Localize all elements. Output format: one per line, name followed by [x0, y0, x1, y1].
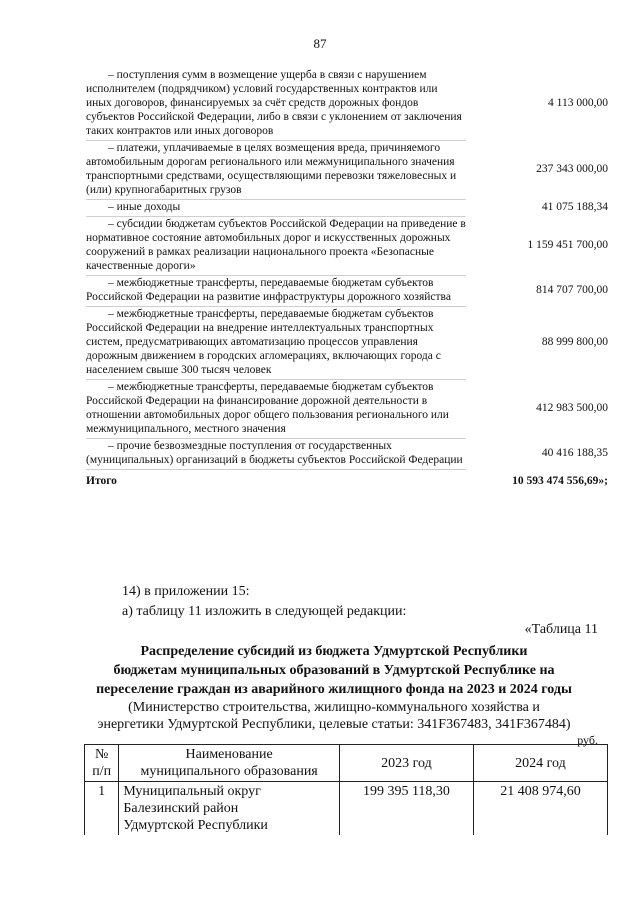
header-row: [85, 745, 608, 782]
row-number: 1: [85, 782, 119, 836]
total-label: Итого: [86, 475, 117, 487]
revenue-description: – поступления сумм в возмещение ущерба в связи с нарушением исполнителем (подрядчиком) условий государственных контрактов или иных договоров, финансируемых за счёт средств дорожных фондов субъектов Российской Федерации, либо в связи с уклонением от заключения таких контрактов или иных договоров: [86, 68, 466, 141]
revenue-description: – межбюджетные трансферты, передаваемые бюджетам субъектов Российской Федерации на внедрение интеллектуальных транспортных систем, предусматривающих автоматизацию процессов управления дорожным движением в городских агломерациях, включающих города с населением свыше 300 тысяч человек: [86, 307, 466, 380]
distribution-title: [64, 642, 604, 699]
revenue-amount: 88 999 800,00: [541, 336, 608, 348]
unit-label: руб.: [577, 733, 598, 747]
header-year-2024: 2024 год: [473, 745, 607, 782]
title-line: переселение граждан из аварийного жилищного фонда на 2023 и 2024 годы: [96, 682, 572, 697]
table-row: [86, 141, 608, 200]
distribution-subtitle: [64, 699, 604, 733]
table-row: [86, 307, 608, 380]
total-amount: 10 593 474 556,69»;: [512, 474, 608, 487]
revenue-amount: 237 343 000,00: [536, 163, 608, 175]
title-line: бюджетам муниципальных образований в Удмуртской Республике на: [113, 663, 555, 678]
amendment-item-a: а) таблицу 11 изложить в следующей редакции:: [122, 604, 407, 619]
revenue-amount: 412 983 500,00: [536, 402, 608, 414]
header-number: № п/п: [85, 745, 119, 782]
amount-2024: 21 408 974,60: [473, 782, 607, 836]
table-row: [86, 276, 608, 307]
revenue-description: – платежи, уплачиваемые в целях возмещения вреда, причиняемого автомобильным дорогам регионального или межмуниципального значения транспортными средствами, осуществляющими перевозки тяжеловесных и (или) крупногабаритных грузов: [86, 141, 466, 200]
table-row: [86, 380, 608, 439]
revenue-description: – межбюджетные трансферты, передаваемые бюджетам субъектов Российской Федерации на развитие инфраструктуры дорожного хозяйства: [86, 276, 466, 307]
title-line: Распределение субсидий из бюджета Удмуртской Республики: [140, 644, 528, 659]
amount-2023: 199 395 118,30: [339, 782, 473, 836]
total-row: [86, 470, 608, 489]
table-row: [86, 439, 608, 470]
header-municipality: Наименование муниципального образования: [119, 745, 340, 782]
revenue-description: – иные доходы: [86, 200, 466, 217]
subtitle-line: энергетики Удмуртской Республики, целевые статьи: 341F367483, 341F367484): [97, 717, 571, 732]
amendment-item-14: 14) в приложении 15:: [122, 584, 250, 599]
table-row: [86, 217, 608, 276]
municipality-name: Муниципальный округ Балезинский район Удмуртской Республики: [119, 782, 340, 836]
revenue-description: – межбюджетные трансферты, передаваемые бюджетам субъектов Российской Федерации на финансирование дорожной деятельности в отношении автомобильных дорог общего пользования регионального или межмуниципального, местного значения: [86, 380, 466, 439]
table-row: [86, 68, 608, 141]
page-number: 87: [313, 36, 327, 51]
table-row: [85, 782, 608, 836]
table-row: [86, 200, 608, 217]
revenue-amount: 41 075 188,34: [541, 201, 608, 213]
revenue-amount: 814 707 700,00: [536, 284, 608, 296]
distribution-table: [84, 744, 608, 835]
revenue-amount: 40 416 188,35: [541, 447, 608, 459]
revenue-description: – субсидии бюджетам субъектов Российской Федерации на приведение в нормативное состояние автомобильных дорог и искусственных дорожных сооружений в рамках реализации национального проекта «Безопасные качественные дороги»: [86, 217, 466, 276]
revenue-amount: 1 159 451 700,00: [527, 239, 608, 251]
subtitle-line: (Министерство строительства, жилищно-коммунального хозяйства и: [128, 700, 540, 715]
revenue-table: [86, 68, 608, 488]
header-year-2023: 2023 год: [339, 745, 473, 782]
table-label: «Таблица 11: [524, 622, 598, 637]
revenue-amount: 4 113 000,00: [548, 97, 608, 110]
revenue-description: – прочие безвозмездные поступления от государственных (муниципальных) организаций в бюджеты субъектов Российской Федерации: [86, 439, 466, 470]
